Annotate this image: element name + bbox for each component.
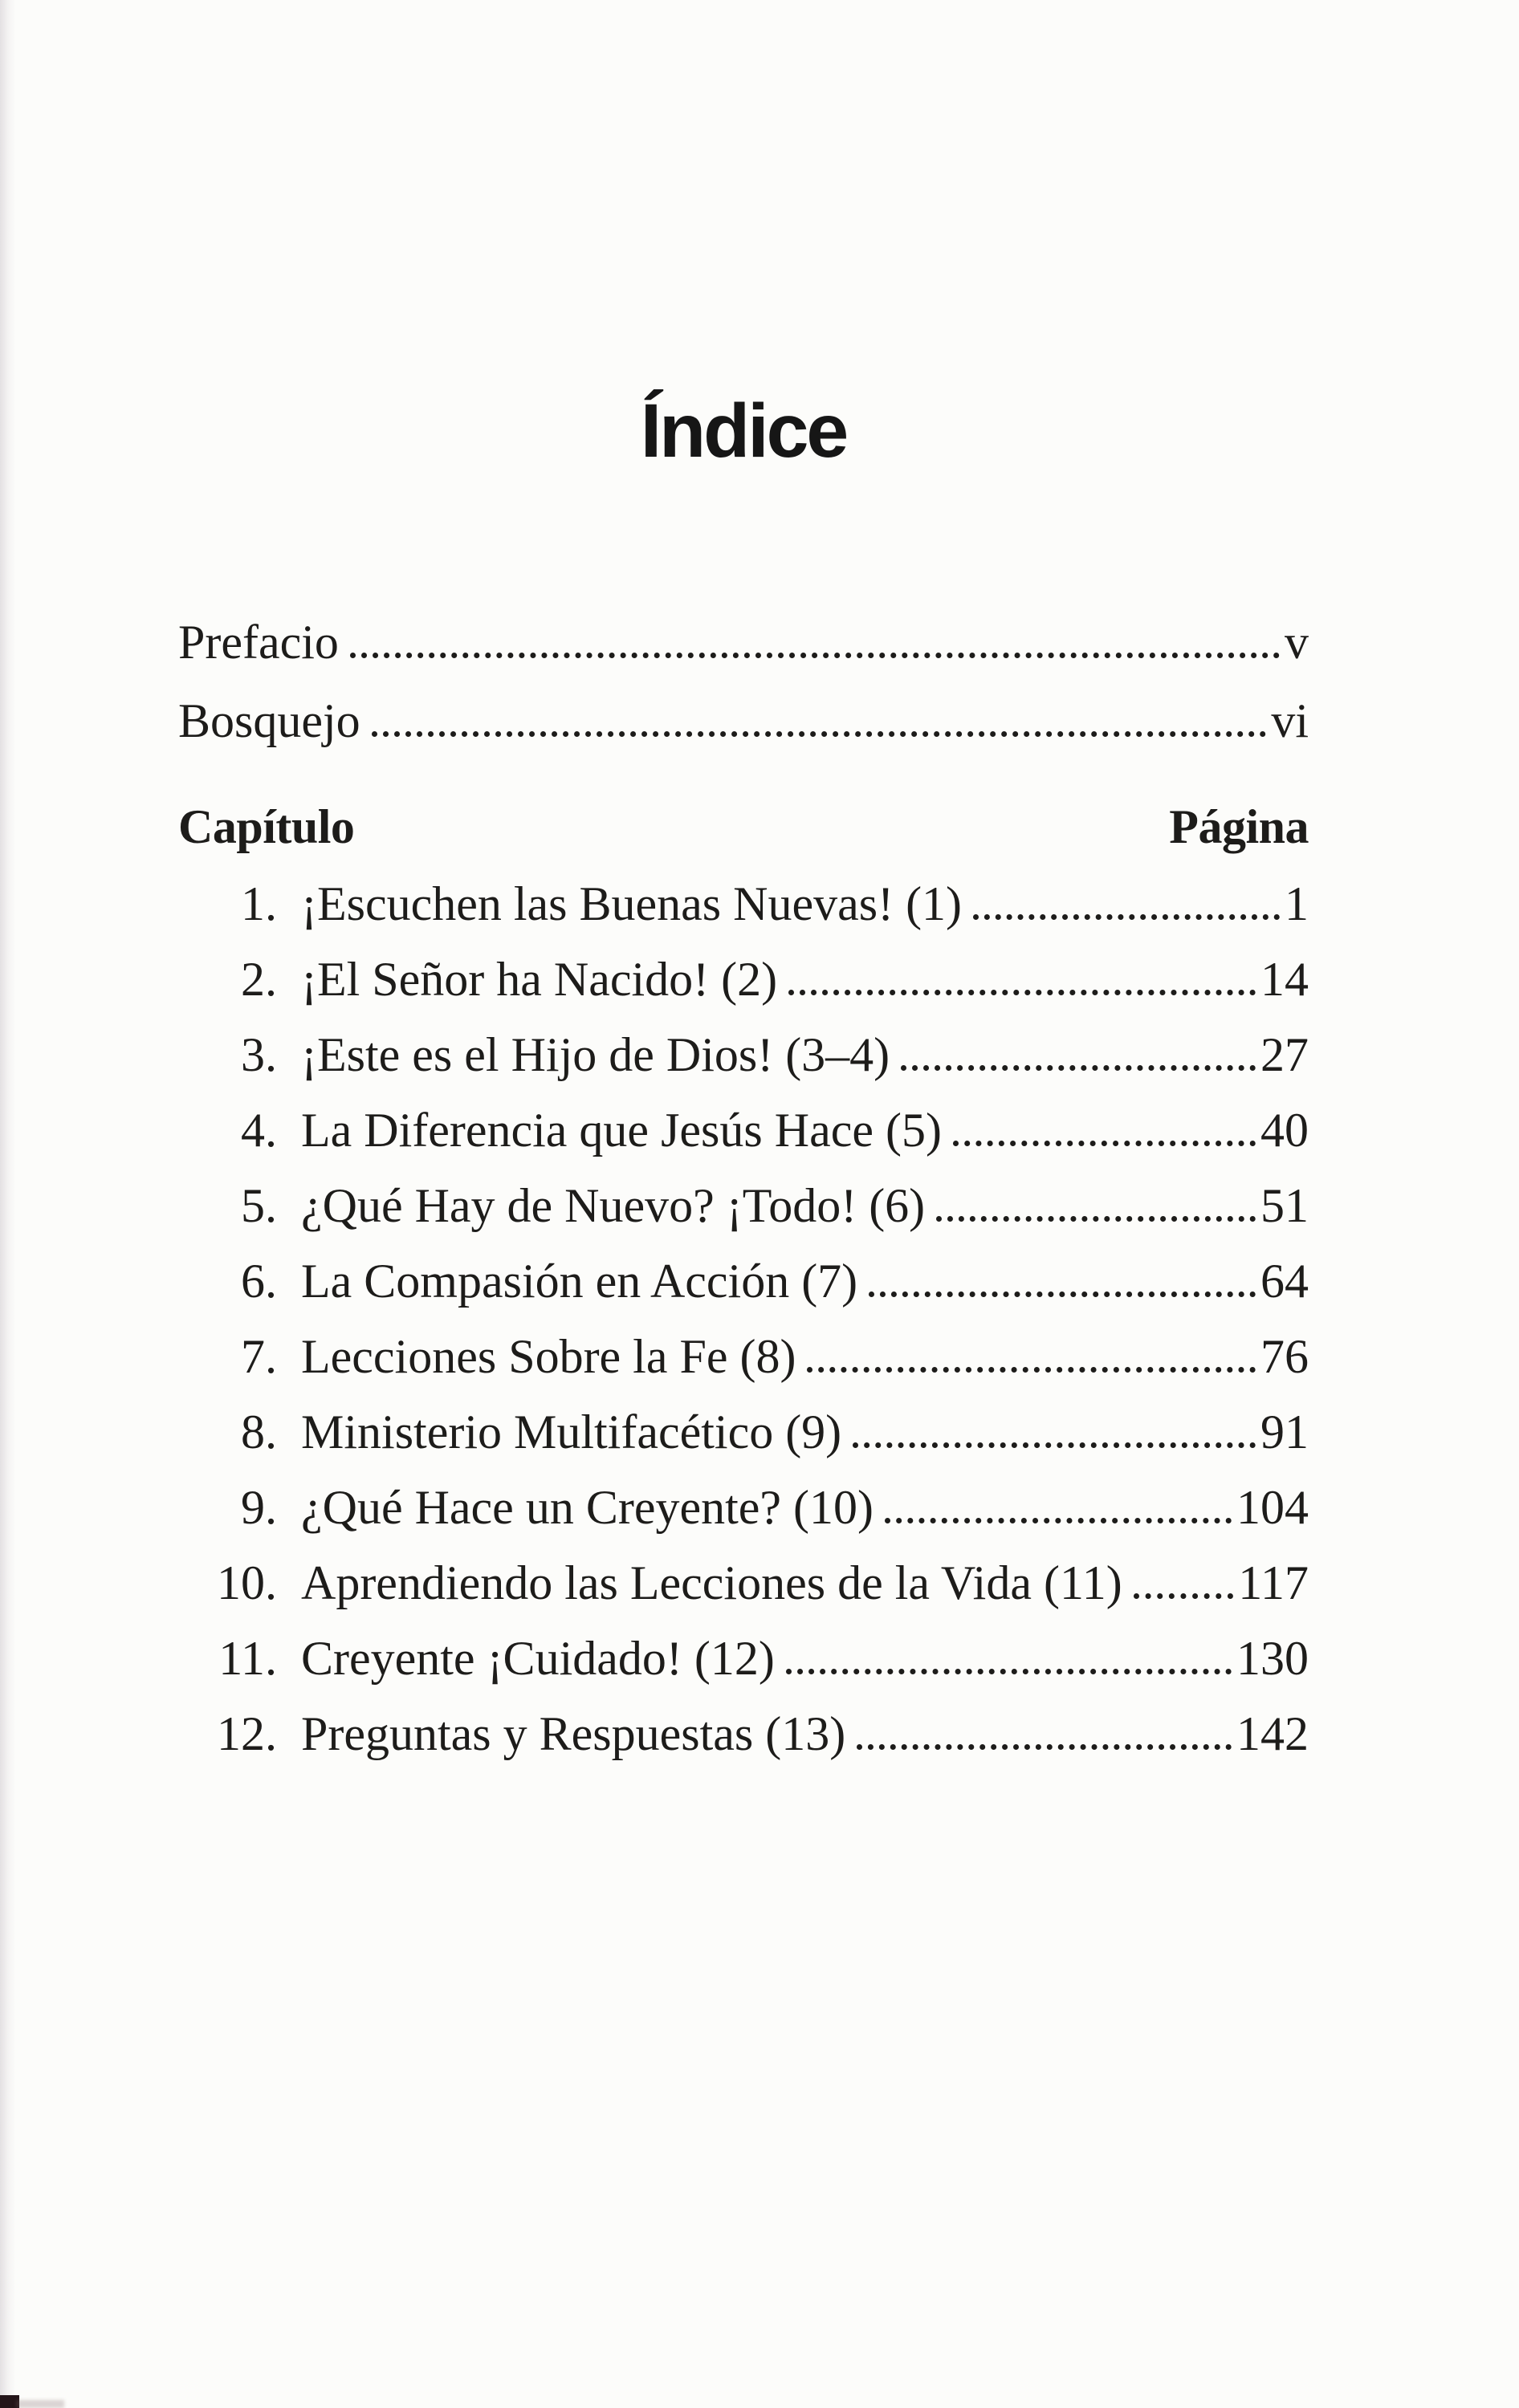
front-matter-page-number: v xyxy=(1285,616,1309,669)
front-matter-label: Prefacio xyxy=(178,616,339,669)
entry-title: La Compasión en Acción (7) xyxy=(301,1255,858,1308)
toc-entries xyxy=(178,877,1309,1760)
entry-title: La Diferencia que Jesús Hace (5) xyxy=(301,1104,942,1157)
entry-number: 1. xyxy=(241,877,277,930)
entry-page-number: 51 xyxy=(1260,1179,1309,1232)
dot-leader xyxy=(1134,1593,1234,1599)
toc-entry-row xyxy=(178,1707,1309,1760)
dot-leader xyxy=(857,1744,1232,1750)
dot-leader xyxy=(885,1518,1232,1523)
entry-page-number: 1 xyxy=(1285,877,1309,930)
toc-entry-row xyxy=(178,1556,1309,1609)
entry-number: 3. xyxy=(241,1028,277,1081)
entry-title: ¿Qué Hay de Nuevo? ¡Todo! (6) xyxy=(301,1179,926,1232)
dot-leader xyxy=(953,1141,1256,1146)
entry-page-number: 27 xyxy=(1260,1028,1309,1081)
dot-leader xyxy=(973,914,1280,920)
entry-title: Lecciones Sobre la Fe (8) xyxy=(301,1330,796,1383)
entry-page-number: 130 xyxy=(1236,1632,1309,1685)
entry-page-number: 91 xyxy=(1260,1405,1309,1458)
front-matter-label: Bosquejo xyxy=(178,694,360,747)
entry-number: 10. xyxy=(217,1556,277,1609)
entry-title: ¿Qué Hace un Creyente? (10) xyxy=(301,1481,874,1534)
entry-title: Creyente ¡Cuidado! (12) xyxy=(301,1632,775,1685)
toc-entry-row xyxy=(178,1632,1309,1685)
entry-page-number: 117 xyxy=(1238,1556,1309,1609)
scan-edge-artifact xyxy=(0,0,16,2408)
entry-number: 5. xyxy=(241,1179,277,1232)
page-title: Índice xyxy=(640,388,847,474)
entry-title: Ministerio Multifacético (9) xyxy=(301,1405,842,1458)
toc-column-headers xyxy=(178,800,1309,853)
entry-title: Preguntas y Respuestas (13) xyxy=(301,1707,846,1760)
toc-entry-row xyxy=(178,953,1309,1006)
entry-title: Aprendiendo las Lecciones de la Vida (11) xyxy=(301,1556,1122,1609)
dot-leader xyxy=(901,1065,1256,1071)
front-matter-page-number: vi xyxy=(1271,694,1309,747)
entry-number: 11. xyxy=(218,1632,277,1685)
toc-entry-row xyxy=(178,1104,1309,1157)
front-matter-row-bosquejo xyxy=(178,694,1309,747)
toc-entry-row xyxy=(178,1179,1309,1232)
entry-number: 12. xyxy=(217,1707,277,1760)
toc-entry-row xyxy=(178,1028,1309,1081)
entry-page-number: 104 xyxy=(1236,1481,1309,1534)
entry-page-number: 76 xyxy=(1260,1330,1309,1383)
entry-number: 6. xyxy=(241,1255,277,1308)
entry-title: ¡El Señor ha Nacido! (2) xyxy=(301,953,778,1006)
dot-leader xyxy=(786,1669,1232,1674)
entry-page-number: 40 xyxy=(1260,1104,1309,1157)
entry-page-number: 142 xyxy=(1236,1707,1309,1760)
page-column-header: Página xyxy=(1169,800,1309,853)
dot-leader xyxy=(372,731,1267,737)
entry-title: ¡Escuchen las Buenas Nuevas! (1) xyxy=(301,877,963,930)
entry-number: 8. xyxy=(241,1405,277,1458)
scan-corner-smudge xyxy=(16,2400,64,2408)
chapter-column-header: Capítulo xyxy=(178,800,355,853)
dot-leader xyxy=(869,1291,1256,1297)
dot-leader xyxy=(788,990,1256,995)
entry-number: 7. xyxy=(241,1330,277,1383)
dot-leader xyxy=(350,653,1280,658)
entry-title: ¡Este es el Hijo de Dios! (3–4) xyxy=(301,1028,890,1081)
entry-page-number: 14 xyxy=(1260,953,1309,1006)
front-matter-row-prefacio xyxy=(178,616,1309,669)
toc-entry-row xyxy=(178,1332,1309,1381)
entry-page-number: 64 xyxy=(1260,1255,1309,1308)
toc-entry-row xyxy=(178,1405,1309,1458)
entry-number: 9. xyxy=(241,1481,277,1534)
dot-leader xyxy=(853,1442,1256,1448)
dot-leader xyxy=(936,1216,1256,1222)
toc-content xyxy=(178,0,1309,1785)
entry-number: 4. xyxy=(241,1104,277,1157)
dot-leader xyxy=(807,1367,1256,1373)
toc-entry-row xyxy=(178,1255,1309,1308)
toc-entry-row xyxy=(178,877,1309,930)
toc-entry-row xyxy=(178,1481,1309,1534)
entry-number: 2. xyxy=(241,953,277,1006)
